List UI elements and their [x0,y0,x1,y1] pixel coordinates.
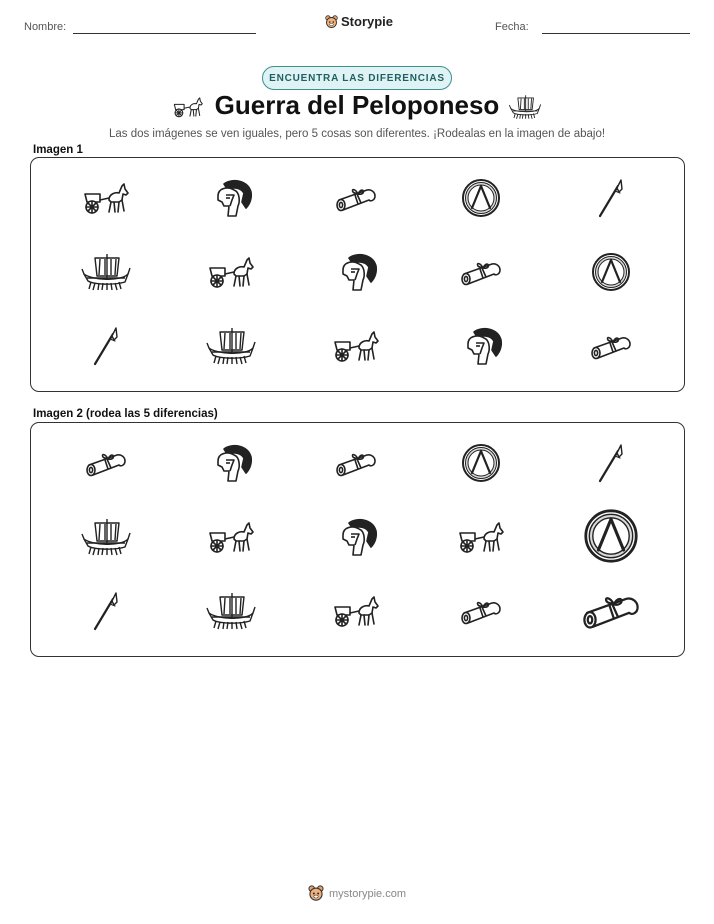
shield-icon [456,176,506,220]
grid-cell[interactable] [81,250,131,294]
grid-cell[interactable] [81,515,131,559]
grid-cell[interactable] [331,515,381,559]
grid-cell[interactable] [331,324,381,368]
name-line [73,33,256,34]
image2-panel [30,422,685,657]
spear-icon [586,176,636,220]
grid-cell[interactable] [206,250,256,294]
helmet-icon [206,176,256,220]
page-title: Guerra del Peloponeso [214,90,500,120]
spear-icon [81,324,131,368]
shield-icon [586,250,636,294]
chariot-icon [81,176,131,220]
chariot-icon [456,515,506,559]
bear-logo-icon [325,15,338,29]
shield-icon [576,507,646,565]
grid-cell[interactable] [81,441,131,485]
grid-cell[interactable] [331,441,381,485]
grid-cell[interactable] [456,324,506,368]
helmet-icon [456,324,506,368]
grid-cell[interactable] [206,176,256,220]
grid-cell[interactable] [331,250,381,294]
grid-cell[interactable] [206,515,256,559]
ship-icon [206,324,256,368]
grid-cell[interactable] [81,324,131,368]
grid-cell[interactable] [81,589,131,633]
instructions: Las dos imágenes se ven iguales, pero 5 cosas son diferentes. ¡Rodealas en la imagen de abajo! [108,128,606,140]
grid-cell[interactable] [331,589,381,633]
scroll-icon [331,176,381,220]
scroll-icon [586,324,636,368]
grid-cell[interactable] [586,250,636,294]
date-label: Fecha: [495,21,529,33]
shield-icon [456,441,506,485]
date-line [542,33,690,34]
scroll-icon [81,441,131,485]
scroll-icon [456,589,506,633]
grid-cell[interactable] [456,515,506,559]
grid-cell[interactable] [206,589,256,633]
ship-icon [206,589,256,633]
chariot-icon [331,589,381,633]
grid-cell[interactable] [206,324,256,368]
footer-url: mystorypie.com [328,887,407,900]
ship-icon [81,515,131,559]
grid-cell[interactable] [331,176,381,220]
grid-cell[interactable] [576,507,646,565]
ship-icon [81,250,131,294]
footer [0,885,714,902]
activity-badge: ENCUENTRA LAS DIFERENCIAS [262,66,452,90]
spear-icon [586,441,636,485]
chariot-icon [206,515,256,559]
grid-cell[interactable] [456,176,506,220]
scroll-icon [456,250,506,294]
image1-label: Imagen 1 [33,144,83,156]
grid-cell[interactable] [81,176,131,220]
brand-logo [325,14,393,29]
grid-cell[interactable] [586,176,636,220]
bear-logo-icon [308,885,324,902]
brand-name: Storypie [341,14,394,29]
grid-cell[interactable] [586,441,636,485]
grid-cell[interactable] [456,589,506,633]
chariot-icon [331,324,381,368]
grid-cell[interactable] [576,581,646,639]
grid-cell[interactable] [456,250,506,294]
spear-icon [81,589,131,633]
scroll-icon [331,441,381,485]
ship-icon [508,94,542,120]
helmet-icon [206,441,256,485]
worksheet-header [0,0,714,50]
image2-label: Imagen 2 (rodea las 5 diferencias) [33,408,218,420]
grid-cell[interactable] [206,441,256,485]
image1-panel [30,157,685,392]
helmet-icon [331,515,381,559]
grid-cell[interactable] [456,441,506,485]
grid-cell[interactable] [586,324,636,368]
chariot-icon [206,250,256,294]
name-label: Nombre: [24,21,67,33]
scroll-icon [576,581,646,639]
helmet-icon [331,250,381,294]
